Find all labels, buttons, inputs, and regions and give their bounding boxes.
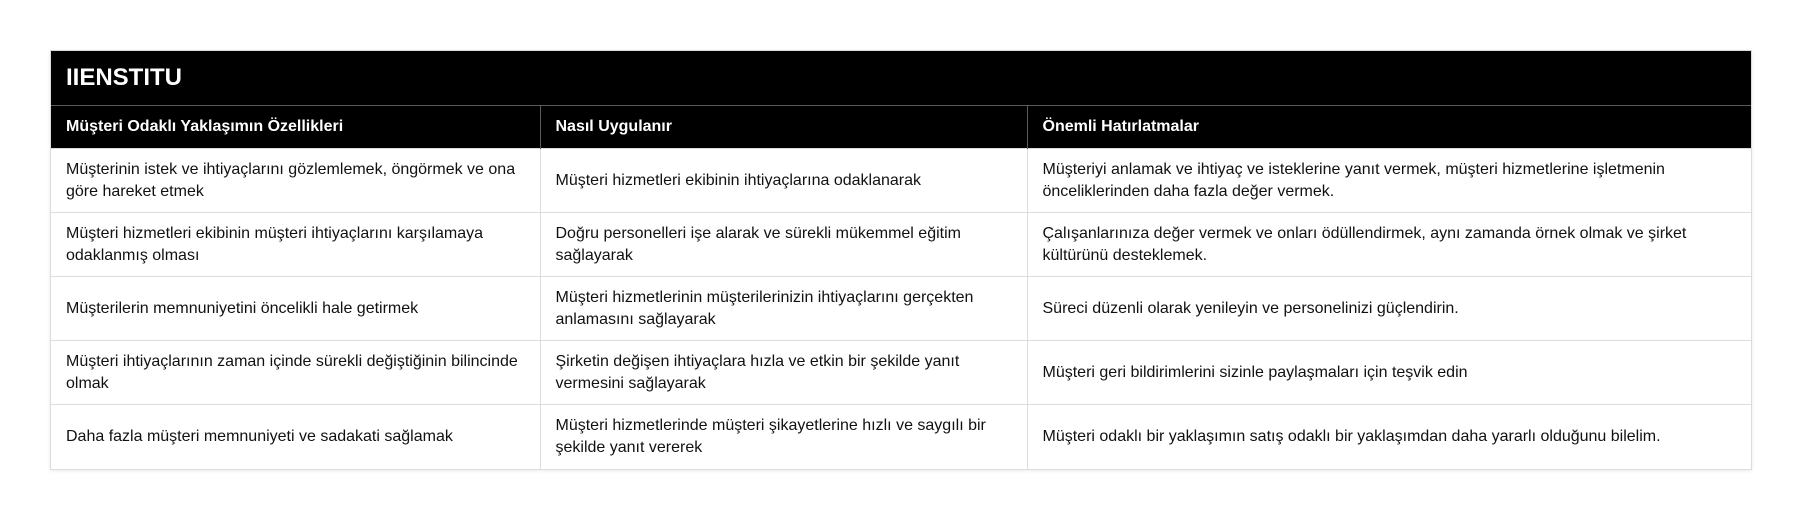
table-cell: Müşterilerin memnuniyetini öncelikli hale getirmek — [51, 277, 540, 341]
table-cell: Şirketin değişen ihtiyaçlara hızla ve etkin bir şekilde yanıt vermesini sağlayarak — [540, 341, 1027, 405]
table-cell: Müşterinin istek ve ihtiyaçlarını gözlemlemek, öngörmek ve ona göre hareket etmek — [51, 149, 540, 213]
table-cell: Müşteriyi anlamak ve ihtiyaç ve isteklerine yanıt vermek, müşteri hizmetlerine işletmenin önceliklerinden daha fazla değer vermek. — [1027, 149, 1751, 213]
table-cell: Çalışanlarınıza değer vermek ve onları ödüllendirmek, aynı zamanda örnek olmak ve şirket kültürünü desteklemek. — [1027, 213, 1751, 277]
table-cell: Müşteri hizmetlerinin müşterilerinizin ihtiyaçlarını gerçekten anlamasını sağlayarak — [540, 277, 1027, 341]
table-cell: Müşteri odaklı bir yaklaşımın satış odaklı bir yaklaşımdan daha yararlı olduğunu bilelim. — [1027, 405, 1751, 469]
column-header-reminders: Önemli Hatırlatmalar — [1027, 106, 1751, 149]
table-row — [51, 213, 1751, 277]
table-row — [51, 277, 1751, 341]
table-cell: Müşteri hizmetleri ekibinin ihtiyaçlarına odaklanarak — [540, 149, 1027, 213]
table-cell: Müşteri hizmetlerinde müşteri şikayetlerine hızlı ve saygılı bir şekilde yanıt vererek — [540, 405, 1027, 469]
table-header-row — [51, 106, 1751, 149]
table-cell: Daha fazla müşteri memnuniyeti ve sadakati sağlamak — [51, 405, 540, 469]
comparison-table — [51, 105, 1751, 469]
table-row — [51, 149, 1751, 213]
column-header-features: Müşteri Odaklı Yaklaşımın Özellikleri — [51, 106, 540, 149]
table-row — [51, 405, 1751, 469]
table-cell: Müşteri hizmetleri ekibinin müşteri ihtiyaçlarını karşılamaya odaklanmış olması — [51, 213, 540, 277]
content-table-card — [50, 50, 1752, 470]
table-cell: Süreci düzenli olarak yenileyin ve personelinizi güçlendirin. — [1027, 277, 1751, 341]
column-header-how-to-apply: Nasıl Uygulanır — [540, 106, 1027, 149]
brand-title: IIENSTITU — [51, 51, 1751, 105]
table-cell: Müşteri ihtiyaçlarının zaman içinde sürekli değiştiğinin bilincinde olmak — [51, 341, 540, 405]
table-cell: Müşteri geri bildirimlerini sizinle paylaşmaları için teşvik edin — [1027, 341, 1751, 405]
table-cell: Doğru personelleri işe alarak ve sürekli mükemmel eğitim sağlayarak — [540, 213, 1027, 277]
table-row — [51, 341, 1751, 405]
